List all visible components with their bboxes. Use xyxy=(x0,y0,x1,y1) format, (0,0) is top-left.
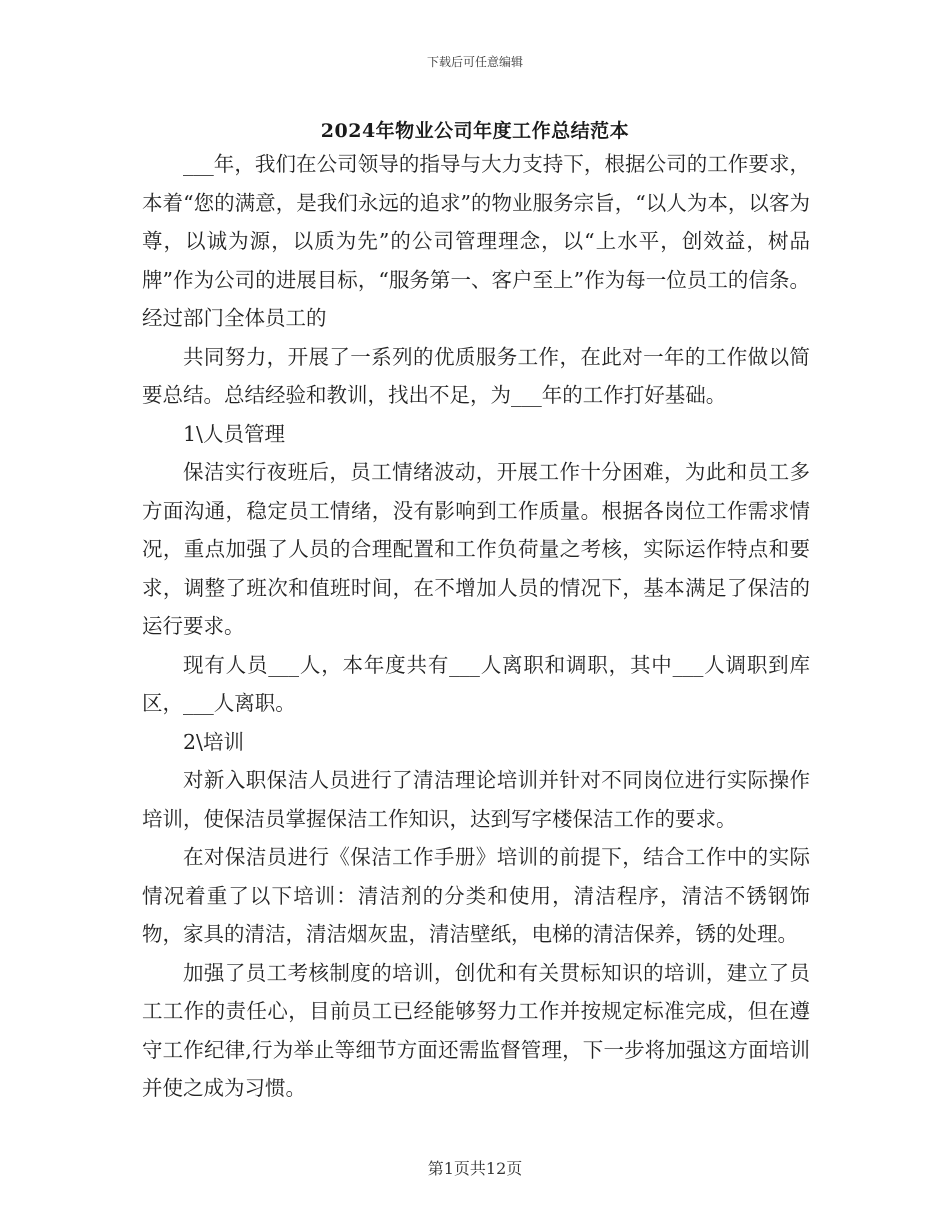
paragraph-intro: ___年，我们在公司领导的指导与大力支持下，根据公司的工作要求，本着“您的满意，是我们永远的追求”的物业服务宗旨，“以人为本，以客为尊，以诚为源，以质为先”的公司管理理念，以“上水平，创效益，树品牌”作为公司的进展目标，“服务第一、客户至上”作为每一位员工的信条。经过部门全体员工的 xyxy=(142,152,810,330)
paragraph-intro-continued: 共同努力，开展了一系列的优质服务工作，在此对一年的工作做以简要总结。总结经验和教训，找出不足，为___年的工作打好基础。 xyxy=(142,344,810,407)
paragraph-training-assessment: 加强了员工考核制度的培训，创优和有关贯标知识的培训，建立了员工工作的责任心，目前员工已经能够努力工作并按规定标准完成，但在遵守工作纪律,行为举止等细节方面还需监督管理，下一步将加强这方面培训并使之成为习惯。 xyxy=(142,960,810,1100)
paragraph-staff-management: 保洁实行夜班后，员工情绪波动，开展工作十分困难，为此和员工多方面沟通，稳定员工情绪，没有影响到工作质量。根据各岗位工作需求情况，重点加强了人员的合理配置和工作负荷量之考核，实际运作特点和要求，调整了班次和值班时间，在不增加人员的情况下，基本满足了保洁的运行要求。 xyxy=(142,460,810,638)
paragraph-staff-count: 现有人员___人，本年度共有___人离职和调职，其中___人调职到库区，___人离职。 xyxy=(142,652,810,715)
document-title: 2024年物业公司年度工作总结范本 xyxy=(320,120,630,142)
document-body xyxy=(142,145,810,1108)
paragraph-training-new-hires: 对新入职保洁人员进行了清洁理论培训并针对不同岗位进行实际操作培训，使保洁员掌握保洁工作知识，达到写字楼保洁工作的要求。 xyxy=(142,768,810,831)
paragraph-training-manual: 在对保洁员进行《保洁工作手册》培训的前提下，结合工作中的实际情况着重了以下培训：清洁剂的分类和使用，清洁程序，清洁不锈钢饰物，家具的清洁，清洁烟灰盅，清洁壁纸，电梯的清洁保养，锈的处理。 xyxy=(142,845,810,946)
page-header-note: 下载后可任意编辑 xyxy=(426,55,523,69)
section-heading-staff-management: 1\人员管理 xyxy=(183,421,285,446)
section-heading-training: 2\培训 xyxy=(183,729,244,754)
page-number-footer: 第1页共12页 xyxy=(427,1159,523,1178)
